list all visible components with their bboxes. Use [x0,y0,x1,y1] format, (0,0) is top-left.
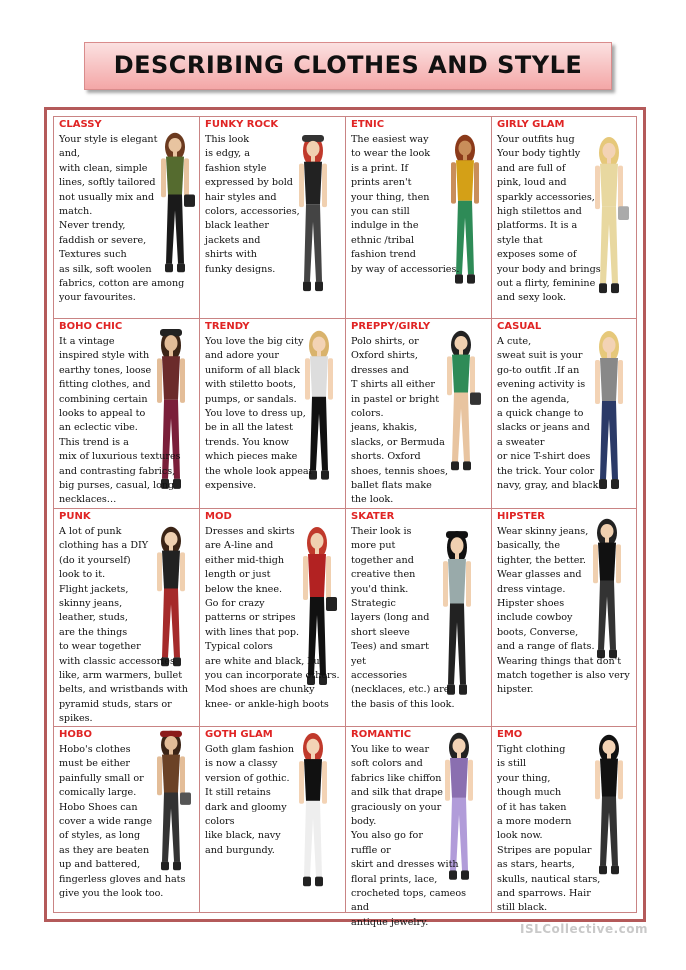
style-description: Your outfits hug Your body tightly and are full of pink, loud and sparkly accessories, high stilettos and platforms. It is a style that exposes some of your body and brings out a flirty, feminine and sexy look. [497,134,601,304]
style-cell-hobo [54,727,200,912]
style-title: GOTH GLAM [205,729,273,740]
style-title: CLASSY [59,119,102,130]
style-title: TRENDY [205,321,250,332]
style-cell-trendy [200,319,346,509]
style-cell-hipster [492,509,636,727]
style-title: ETNIC [351,119,385,130]
style-description: The easiest way to wear the look is a print. If prints aren't your thing, then you can still indulge in the ethnic /tribal fashion trend by way of accessories. [351,134,460,275]
style-description: A lot of punk clothing has a DIY (do it yourself) look to it. Flight jackets, skinny jeans, leather, studs, are the things to wear together with classic accessories like, arm warmers, bullet belts, and wristbands with pyramid studs, stars or spikes. [59,526,188,725]
style-description: Tight clothing is still your thing, though much of it has taken a more modern look now. Stripes are popular as stars, hearts, skulls, nautical stars, and sparrows. Hair still black. [497,744,601,914]
style-description: You like to wear soft colors and fabrics like chiffon and silk that drape graciously on your body. You also go for ruffle or skirt and dresses with floral prints, lace, crocheted tops, cameos and antique jewelry. [351,744,467,928]
style-title: PREPPY/GIRLY [351,321,431,332]
style-title: GIRLY GLAM [497,119,565,130]
style-cell-goth-glam [200,727,346,912]
style-description: This look is edgy, a fashion style expressed by bold hair styles and colors, accessories, black leather jackets and shirts with funky designs. [205,134,300,275]
style-cell-boho-chic [54,319,200,509]
style-title: PUNK [59,511,91,522]
style-description: Your style is elegant and, with clean, simple lines, softly tailored not usually mix and match. Never trendy, faddish or severe, Textures such as silk, soft woolen fabrics, cotton are among your favourites. [59,134,185,304]
style-title: EMO [497,729,523,740]
style-cell-mod [200,509,346,727]
style-cell-punk [54,509,200,727]
worksheet-inner-border [53,116,637,928]
page-title: DESCRIBING CLOTHES AND STYLE [113,51,583,79]
style-description: A cute, sweat suit is your go-to outfit .If an evening activity is on the agenda, a quick change to slacks or jeans and a sweater or nice T-shirt does the trick. Your color navy, gray, and black [497,336,599,492]
style-cell-classy [54,117,200,319]
style-cell-skater [346,509,492,727]
style-description: It a vintage inspired style with earthy tones, loose fitting clothes, and combining certain looks to appeal to an eclectic vibe. This trend is a mix of luxurious textures and contrasting fabrics, big purses, casual, long necklaces… [59,336,181,506]
title-banner [84,42,612,90]
style-description: Dresses and skirts are A-line and either mid-thigh length or just below the knee. Go for crazy patterns or stripes with lines that pop. Typical colors are white and black, but you can incorporate others. Mod shoes are chunky knee- or ankle-high boots [205,526,340,710]
style-description: Hobo's clothes must be either painfully small or comically large. Hobo Shoes can cover a wide range of styles, as long as they are beaten up and battered, fingerless gloves and hats give you the look too. [59,744,186,900]
worksheet-frame [44,107,646,928]
style-cell-romantic [346,727,492,928]
style-cell-emo [492,727,636,912]
style-title: SKATER [351,511,395,522]
style-description: You love the big city and adore your uniform of all black with stiletto boots, pumps, or sandals. You love to dress up, be in all the latest trends. You know which pieces make the whole look appear expensive. [205,336,314,492]
style-description: Their look is more put together and creative then you'd think. Strategic layers (long and short sleeve Tees) and smart yet accessories (necklaces, etc.) are the basis of this look. [351,526,455,710]
style-title: FUNKY ROCK [205,119,279,130]
watermark: ISLCollective.com [520,922,649,936]
style-description: Wear skinny jeans, basically, the tighter, the better. Wear glasses and dress vintage. Hipster shoes include cowboy boots, Converse, and a range of flats. Wearing things that don't match together is also very hipster. [497,526,630,696]
style-cell-preppy-girly [346,319,492,509]
style-title: HOBO [59,729,92,740]
style-title: BOHO CHIC [59,321,123,332]
style-grid [54,117,636,928]
style-cell-etnic [346,117,492,319]
style-title: ROMANTIC [351,729,412,740]
style-description: Goth glam fashion is now a classy version of gothic. It still retains dark and gloomy colors like black, navy and burgundy. [205,744,294,856]
style-title: MOD [205,511,232,522]
style-title: CASUAL [497,321,542,332]
style-title: HIPSTER [497,511,545,522]
style-cell-girly-glam [492,117,636,319]
style-description: Polo shirts, or Oxford shirts, dresses and T shirts all either in pastel or bright colors. jeans, khakis, slacks, or Bermuda shorts. Oxford shoes, tennis shoes, ballet flats make the look. [351,336,449,506]
style-cell-casual [492,319,636,509]
style-cell-funky-rock [200,117,346,319]
